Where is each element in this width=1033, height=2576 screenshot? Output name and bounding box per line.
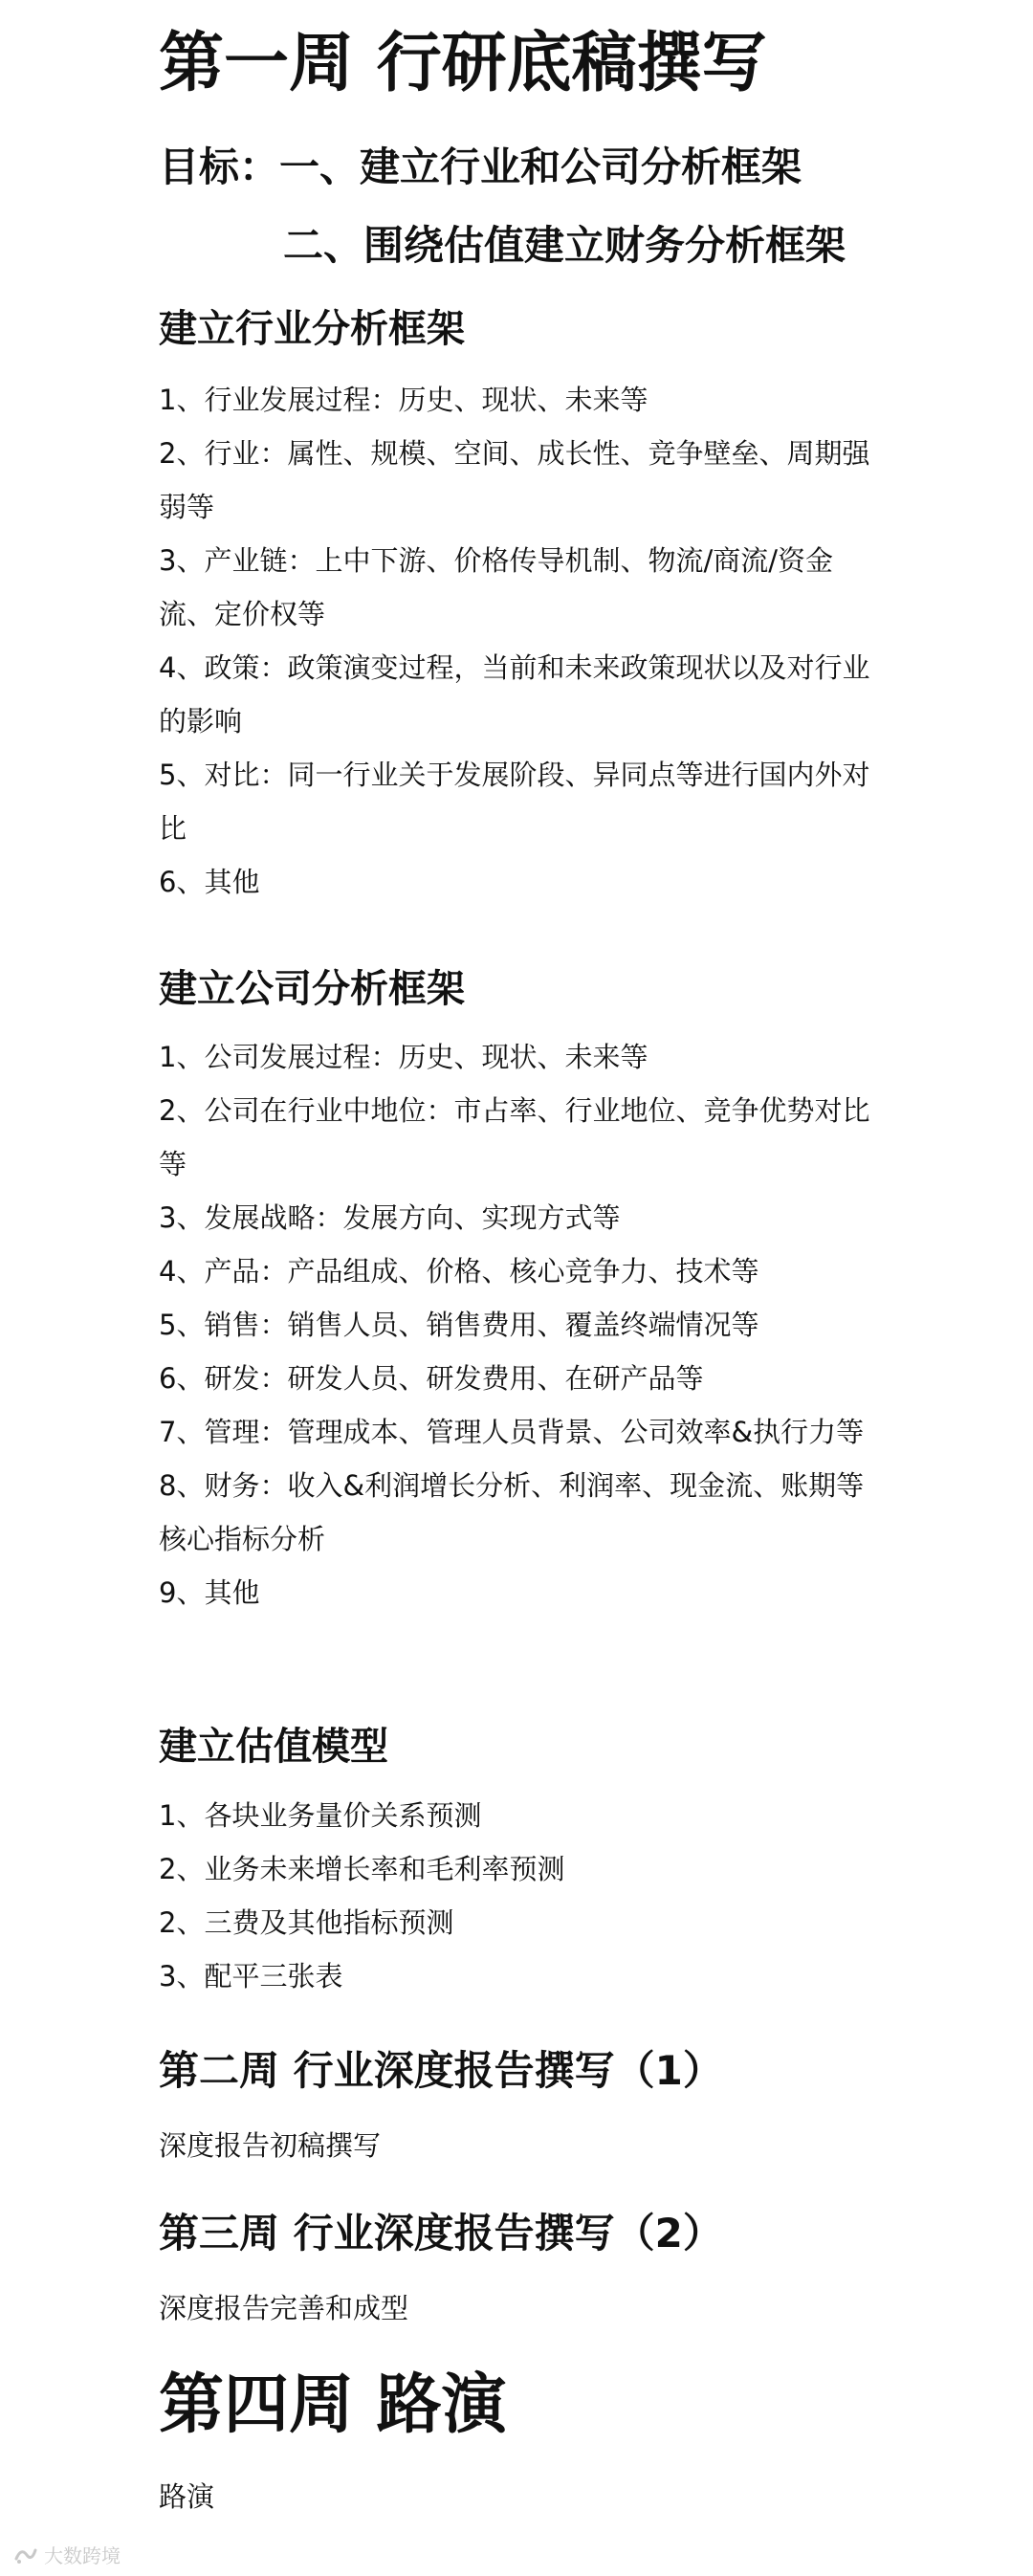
industry-heading: 建立行业分析框架 [159,307,465,351]
list-item: 6、研发：研发人员、研发费用、在研产品等 [159,1362,704,1395]
goal-line-1: 目标：一、建立行业和公司分析框架 [159,143,802,190]
list-item: 2、三费及其他指标预测 [159,1906,454,1939]
week3-title: 第三周 行业深度报告撰写（2） [159,2210,723,2257]
list-item: 1、各块业务量价关系预测 [159,1799,482,1832]
company-list [159,1030,886,1619]
week1-title: 第一周 行研底稿撰写 [159,26,767,101]
valuation-heading: 建立估值模型 [159,1725,388,1769]
list-item: 1、公司发展过程：历史、现状、未来等 [159,1041,648,1073]
list-item: 8、财务：收入&利润增长分析、利润率、现金流、账期等核心指标分析 [159,1469,865,1555]
company-heading: 建立公司分析框架 [159,967,465,1011]
week2-title: 第二周 行业深度报告撰写（1） [159,2047,723,2094]
week2-text: 深度报告初稿撰写 [159,2129,382,2162]
week4-text: 路演 [159,2480,215,2513]
watermark-text: 大数跨境 [44,2544,121,2567]
list-item: 9、其他 [159,1576,260,1609]
week4-title: 第四周 路演 [159,2367,507,2443]
list-item: 4、政策：政策演变过程，当前和未来政策现状以及对行业的影响 [159,651,870,738]
list-item: 2、行业：属性、规模、空间、成长性、竞争壁垒、周期强弱等 [159,437,870,523]
list-item: 4、产品：产品组成、价格、核心竞争力、技术等 [159,1255,759,1288]
list-item: 5、对比：同一行业关于发展阶段、异同点等进行国内外对比 [159,759,870,845]
valuation-list [159,1789,886,2003]
list-item: 2、公司在行业中地位：市占率、行业地位、竞争优势对比等 [159,1094,870,1180]
list-item: 3、发展战略：发展方向、实现方式等 [159,1201,621,1234]
list-item: 5、销售：销售人员、销售费用、覆盖终端情况等 [159,1309,759,1341]
watermark [13,2541,121,2568]
week3-text: 深度报告完善和成型 [159,2292,409,2324]
brand-logo-icon [13,2544,38,2565]
list-item: 1、行业发展过程：历史、现状、未来等 [159,384,648,416]
goal-line-2: 二、围绕估值建立财务分析框架 [283,222,846,269]
list-item: 3、配平三张表 [159,1960,343,1993]
industry-list [159,373,886,909]
list-item: 3、产业链：上中下游、价格传导机制、物流/商流/资金流、定价权等 [159,544,833,630]
list-item: 7、管理：管理成本、管理人员背景、公司效率&执行力等 [159,1416,865,1448]
list-item: 2、业务未来增长率和毛利率预测 [159,1853,565,1885]
list-item: 6、其他 [159,866,260,898]
